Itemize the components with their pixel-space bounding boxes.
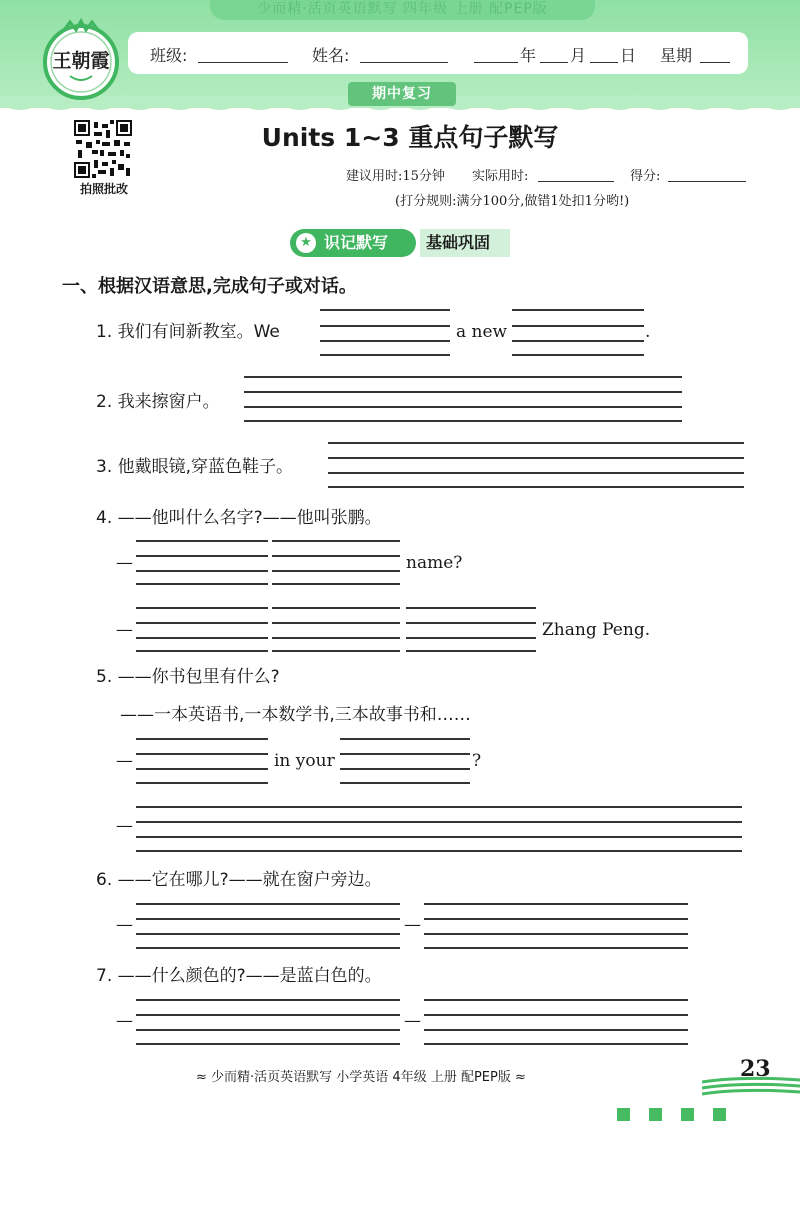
q4-dash-2: — <box>116 620 133 640</box>
answer-line[interactable] <box>136 850 742 852</box>
q4-dash-1: — <box>116 553 133 573</box>
answer-line[interactable] <box>424 1029 688 1031</box>
answer-line[interactable] <box>136 782 268 784</box>
answer-line[interactable] <box>136 947 400 949</box>
day-field[interactable] <box>590 62 618 63</box>
answer-line[interactable] <box>272 622 400 624</box>
answer-line[interactable] <box>406 637 536 639</box>
answer-line[interactable] <box>320 354 450 356</box>
score-label: 得分: <box>630 169 661 184</box>
answer-line[interactable] <box>136 637 268 639</box>
q7-prompt: 7. ——什么颜色的?——是蓝白色的。 <box>96 966 382 986</box>
answer-line[interactable] <box>406 607 536 609</box>
answer-line[interactable] <box>136 768 268 770</box>
answer-line[interactable] <box>136 622 268 624</box>
footer-square <box>617 1108 630 1121</box>
answer-line[interactable] <box>244 391 682 393</box>
weekday-label: 星期 <box>660 46 693 65</box>
q1-prompt: 1. 我们有间新教室。We <box>96 322 280 342</box>
q5-dash-2: — <box>116 816 133 836</box>
answer-line[interactable] <box>136 903 400 905</box>
score-field[interactable] <box>668 181 746 182</box>
answer-line[interactable] <box>136 806 742 808</box>
answer-line[interactable] <box>424 947 688 949</box>
page-title: Units 1~3 重点句子默写 <box>261 123 559 152</box>
answer-line[interactable] <box>136 1043 400 1045</box>
q6-dash-2: — <box>404 915 421 935</box>
q5-end: ? <box>472 751 482 771</box>
page-number: 23 <box>740 1056 771 1082</box>
answer-line[interactable] <box>272 583 400 585</box>
qr-label: 拍照批改 <box>79 182 128 196</box>
answer-line[interactable] <box>272 637 400 639</box>
actual-time-label: 实际用时: <box>472 169 529 184</box>
badge-sub: 基础巩固 <box>420 229 510 257</box>
answer-line[interactable] <box>512 325 644 327</box>
q2-prompt: 2. 我来擦窗户。 <box>96 392 220 412</box>
answer-line[interactable] <box>272 650 400 652</box>
answer-line[interactable] <box>424 903 688 905</box>
day-label: 日 <box>620 46 637 65</box>
answer-line[interactable] <box>328 472 744 474</box>
year-label: 年 <box>520 46 537 65</box>
answer-line[interactable] <box>136 583 268 585</box>
answer-line[interactable] <box>136 540 268 542</box>
q4-prompt: 4. ——他叫什么名字?——他叫张鹏。 <box>96 508 382 528</box>
answer-line[interactable] <box>340 738 470 740</box>
series-banner: 少而精·活页英语默写 四年级 上册 配PEP版 <box>210 0 595 20</box>
q5-dash-1: — <box>116 751 133 771</box>
q5-answer-hint: ——一本英语书,一本数学书,三本故事书和…… <box>120 705 471 725</box>
answer-line[interactable] <box>244 376 682 378</box>
actual-time-field[interactable] <box>538 181 614 182</box>
year-field[interactable] <box>474 62 518 63</box>
answer-line[interactable] <box>424 999 688 1001</box>
answer-line[interactable] <box>340 782 470 784</box>
answer-line[interactable] <box>272 540 400 542</box>
section-tab: 期中复习 <box>348 82 456 106</box>
answer-line[interactable] <box>328 457 744 459</box>
answer-line[interactable] <box>272 555 400 557</box>
answer-line[interactable] <box>136 753 268 755</box>
answer-line[interactable] <box>512 340 644 342</box>
q5-prompt: 5. ——你书包里有什么? <box>96 667 280 687</box>
name-label: 姓名: <box>312 46 350 65</box>
q7-dash-1: — <box>116 1011 133 1031</box>
answer-line[interactable] <box>340 753 470 755</box>
q6-prompt: 6. ——它在哪儿?——就在窗户旁边。 <box>96 870 382 890</box>
q7-dash-2: — <box>404 1011 421 1031</box>
answer-line[interactable] <box>424 1014 688 1016</box>
q6-dash-1: — <box>116 915 133 935</box>
q1-end: . <box>645 322 651 342</box>
answer-line[interactable] <box>136 918 400 920</box>
answer-line[interactable] <box>136 999 400 1001</box>
footer-square <box>649 1108 662 1121</box>
answer-line[interactable] <box>136 933 400 935</box>
answer-line[interactable] <box>424 1043 688 1045</box>
footer-square <box>681 1108 694 1121</box>
answer-line[interactable] <box>136 738 268 740</box>
month-label: 月 <box>570 46 587 65</box>
qr-code-icon[interactable] <box>74 120 132 178</box>
answer-line[interactable] <box>272 607 400 609</box>
answer-line[interactable] <box>136 1029 400 1031</box>
answer-line[interactable] <box>424 933 688 935</box>
class-label: 班级: <box>150 46 188 65</box>
footer-text: ≈ 少而精·活页英语默写 小学英语 4年级 上册 配PEP版 ≈ <box>196 1070 526 1085</box>
answer-line[interactable] <box>424 918 688 920</box>
logo-text: 王朝霞 <box>52 50 110 72</box>
answer-line[interactable] <box>136 821 742 823</box>
month-field[interactable] <box>540 62 568 63</box>
answer-line[interactable] <box>512 309 644 311</box>
answer-line[interactable] <box>320 325 450 327</box>
class-field[interactable] <box>198 62 288 63</box>
q3-prompt: 3. 他戴眼镜,穿蓝色鞋子。 <box>96 457 294 477</box>
section-heading: 一、根据汉语意思,完成句子或对话。 <box>62 276 357 297</box>
answer-line[interactable] <box>512 354 644 356</box>
answer-line[interactable] <box>320 309 450 311</box>
q1-mid: a new <box>456 322 508 342</box>
answer-line[interactable] <box>328 486 744 488</box>
answer-line[interactable] <box>320 340 450 342</box>
answer-line[interactable] <box>406 622 536 624</box>
footer-square <box>713 1108 726 1121</box>
answer-line[interactable] <box>328 442 744 444</box>
q5-mid: in your <box>274 751 335 771</box>
medal-icon: ★ <box>296 233 316 253</box>
q4-line1-end: name? <box>406 553 463 573</box>
q4-line2-end: Zhang Peng. <box>542 620 651 640</box>
student-info-bar <box>128 32 748 74</box>
answer-line[interactable] <box>136 650 268 652</box>
answer-line[interactable] <box>244 420 682 422</box>
suggested-time: 建议用时:15分钟 <box>346 169 445 184</box>
answer-line[interactable] <box>244 406 682 408</box>
answer-line[interactable] <box>136 1014 400 1016</box>
weekday-field[interactable] <box>700 62 730 63</box>
answer-line[interactable] <box>136 570 268 572</box>
scoring-rule: (打分规则:满分100分,做错1处扣1分哟!) <box>395 194 630 209</box>
badge-main: ★ 识记默写 <box>290 229 416 257</box>
answer-line[interactable] <box>406 650 536 652</box>
swoosh-decoration <box>702 1076 800 1098</box>
answer-line[interactable] <box>136 607 268 609</box>
answer-line[interactable] <box>272 570 400 572</box>
name-field[interactable] <box>360 62 448 63</box>
answer-line[interactable] <box>340 768 470 770</box>
answer-line[interactable] <box>136 555 268 557</box>
answer-line[interactable] <box>136 836 742 838</box>
